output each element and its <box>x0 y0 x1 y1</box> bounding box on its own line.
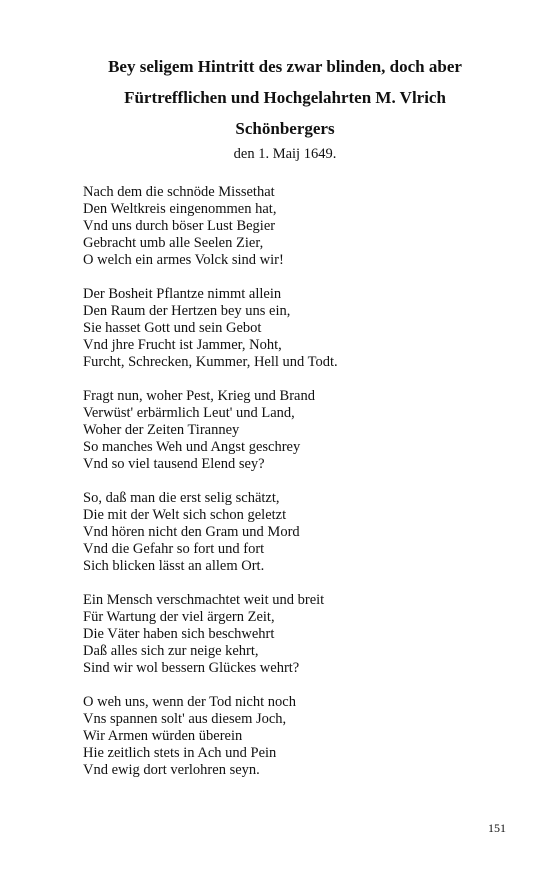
verse-line: Den Raum der Hertzen bey uns ein, <box>83 303 291 319</box>
verse-line: Der Bosheit Pflantze nimmt allein <box>83 286 282 302</box>
dateline: den 1. Maij 1649. <box>233 146 337 162</box>
stanza-1 <box>83 184 503 269</box>
verse-line: So, daß man die erst selig schätzt, <box>83 490 280 506</box>
verse-line: Für Wartung der viel ärgern Zeit, <box>83 609 275 625</box>
verse-line: Vns spannen solt' aus diesem Joch, <box>83 711 287 727</box>
verse-line: So manches Weh und Angst geschrey <box>83 439 301 455</box>
verse-line: Vnd hören nicht den Gram und Mord <box>83 524 300 540</box>
verse-line: Wir Armen würden überein <box>83 728 243 744</box>
verse-line: Vnd so viel tausend Elend sey? <box>83 456 265 472</box>
verse-line: Verwüst' erbärmlich Leut' und Land, <box>83 405 295 421</box>
verse-line: Daß alles sich zur neige kehrt, <box>83 643 259 659</box>
verse-line: Furcht, Schrecken, Kummer, Hell und Todt. <box>83 354 338 370</box>
verse-line: Die Väter haben sich beschwehrt <box>83 626 275 642</box>
poem-body <box>83 184 503 796</box>
verse-line: Nach dem die schnöde Missethat <box>83 184 275 200</box>
stanza-3 <box>83 388 503 473</box>
verse-line: Sich blicken lässt an allem Ort. <box>83 558 265 574</box>
verse-line: O weh uns, wenn der Tod nicht noch <box>83 694 296 710</box>
poem-heading <box>40 56 530 163</box>
stanza-4 <box>83 490 503 575</box>
verse-line: Hie zeitlich stets in Ach und Pein <box>83 745 277 761</box>
verse-line: O welch ein armes Volck sind wir! <box>83 252 284 268</box>
verse-line: Gebracht umb alle Seelen Zier, <box>83 235 264 251</box>
page-number: 151 <box>488 821 506 835</box>
verse-line: Ein Mensch verschmachtet weit und breit <box>83 592 325 608</box>
stanza-6 <box>83 694 503 779</box>
title-line-3: Schönbergers <box>235 119 335 138</box>
stanza-2 <box>83 286 503 371</box>
verse-line: Woher der Zeiten Tiranney <box>83 422 240 438</box>
stanza-5 <box>83 592 503 677</box>
verse-line: Vnd ewig dort verlohren seyn. <box>83 762 260 778</box>
title-line-2: Fürtrefflichen und Hochgelahrten M. Vlrich <box>124 88 446 107</box>
verse-line: Fragt nun, woher Pest, Krieg und Brand <box>83 388 315 404</box>
verse-line: Vnd die Gefahr so fort und fort <box>83 541 265 557</box>
verse-line: Die mit der Welt sich schon geletzt <box>83 507 287 523</box>
verse-line: Sie hasset Gott und sein Gebot <box>83 320 262 336</box>
verse-line: Vnd uns durch böser Lust Begier <box>83 218 276 234</box>
verse-line: Vnd jhre Frucht ist Jammer, Noht, <box>83 337 282 353</box>
title-line-1: Bey seligem Hintritt des zwar blinden, doch aber <box>108 57 462 76</box>
verse-line: Den Weltkreis eingenommen hat, <box>83 201 277 217</box>
verse-line: Sind wir wol bessern Glückes wehrt? <box>83 660 300 676</box>
